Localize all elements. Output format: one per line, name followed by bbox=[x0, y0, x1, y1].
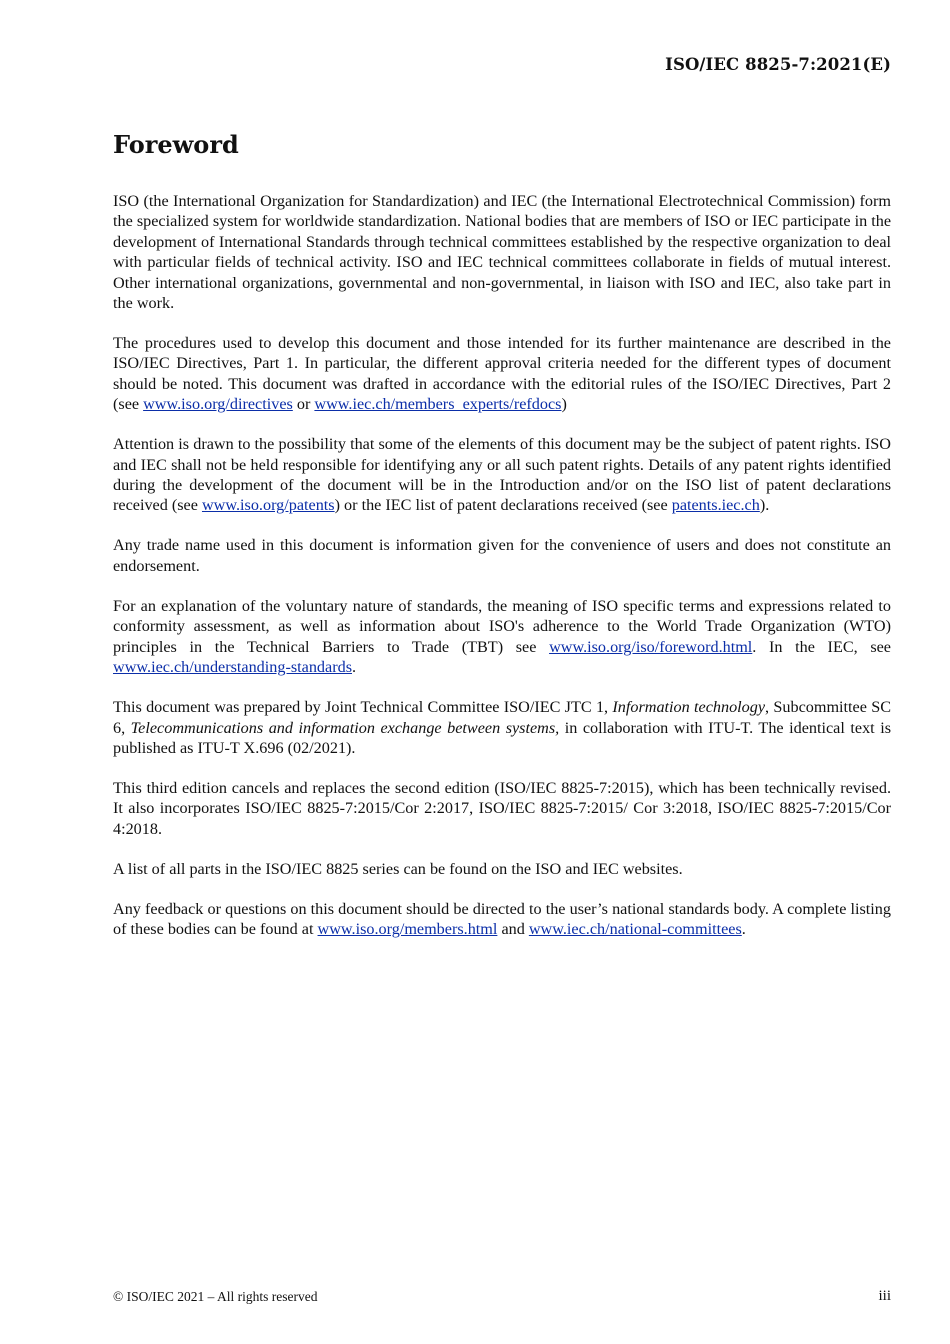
page-title: Foreword bbox=[113, 130, 239, 159]
footer-page-number: iii bbox=[878, 1288, 891, 1304]
paragraph-text: Any feedback or questions on this document should be directed to the user’s national standards body. A complete listing of these bodies can be found at bbox=[113, 899, 891, 939]
paragraph-text: ) or the IEC list of patent declarations received (see bbox=[334, 496, 672, 515]
paragraph-text: . bbox=[352, 658, 357, 677]
paragraph-text: in collaboration with ITU-T. The identical text is published as ITU-T X.696 (02/2021). bbox=[113, 718, 891, 757]
link-iso-members[interactable]: www.iso.org/members.html bbox=[317, 920, 498, 939]
paragraph-feedback bbox=[113, 899, 891, 940]
paragraph-voluntary-nature bbox=[113, 596, 891, 678]
paragraph-text: . In the IEC, see bbox=[752, 637, 891, 656]
committee-name: Information technology bbox=[612, 698, 766, 717]
paragraph-series-list bbox=[113, 859, 891, 879]
link-iso-foreword[interactable]: www.iso.org/iso/foreword.html bbox=[549, 637, 753, 656]
foreword-body bbox=[113, 191, 891, 959]
paragraph-iso-iec-intro bbox=[113, 191, 891, 313]
paragraph-prepared-by bbox=[113, 697, 891, 758]
paragraph-text: Attention is drawn to the possibility that some of the elements of this document may be the subject of patent rights. ISO and IEC shall not be held responsible for identifying any or all such patent rights. Details of any patent rights identified during the development of the document will be in the Introduction and/or on the ISO list of patent declarations received (see bbox=[113, 435, 891, 515]
subcommittee-name: Telecommunications and information exchange between systems, bbox=[130, 718, 560, 737]
link-iec-patents[interactable]: patents.iec.ch bbox=[671, 496, 760, 515]
paragraph-edition bbox=[113, 778, 891, 839]
paragraph-text: ISO (the International Organization for Standardization) and IEC (the International Electrotechnical Commission) form the specialized system for worldwide standardization. National bodies that are members of ISO or IEC participate in the development of International Standards through technical committees established by the respective organization to deal with particular fields of technical activity. ISO and IEC technical committees collaborate in fields of mutual interest. Other international organizations, governmental and non-governmental, in liaison with ISO and IEC, also take part in the work. bbox=[113, 192, 891, 313]
link-iec-national-committees[interactable]: www.iec.ch/national-committees bbox=[528, 920, 742, 939]
paragraph-trade-name bbox=[113, 535, 891, 576]
paragraph-text: and bbox=[497, 920, 529, 939]
paragraph-text: This third edition cancels and replaces the second edition (ISO/IEC 8825-7:2015), which has been technically revised. It also incorporates ISO/IEC 8825-7:2015/Cor 2:2017, ISO/IEC 8825-7:2015/ Cor 3:2018, ISO/IEC 8825-7:2015/Cor 4:2018. bbox=[113, 778, 891, 838]
paragraph-text: For an explanation of the voluntary nature of standards, the meaning of ISO specific terms and expressions related to conformity assessment, as well as information about ISO's adherence to the World Trade Organization (WTO) principles in the Technical Barriers to Trade (TBT) see bbox=[113, 596, 891, 656]
link-iec-understanding-standards[interactable]: www.iec.ch/understanding-standards bbox=[113, 658, 352, 677]
paragraph-text: A list of all parts in the ISO/IEC 8825 series can be found on the ISO and IEC websites. bbox=[113, 859, 683, 878]
link-iso-patents[interactable]: www.iso.org/patents bbox=[201, 496, 335, 515]
link-iso-directives[interactable]: www.iso.org/directives bbox=[143, 395, 293, 414]
document-identifier: ISO/IEC 8825-7:2021(E) bbox=[665, 55, 891, 74]
paragraph-text: or bbox=[292, 395, 315, 414]
paragraph-patent-rights bbox=[113, 434, 891, 516]
paragraph-text: ). bbox=[759, 496, 770, 515]
link-iec-refdocs[interactable]: www.iec.ch/members_experts/refdocs bbox=[314, 395, 562, 414]
paragraph-text: The procedures used to develop this document and those intended for its further maintenance are described in the ISO/IEC Directives, Part 1. In particular, the different approval criteria needed for the different types of document should be noted. This document was drafted in accordance with the editorial rules of the ISO/IEC Directives, Part 2 (see bbox=[113, 334, 891, 414]
paragraph-procedures bbox=[113, 333, 891, 415]
paragraph-text: Any trade name used in this document is information given for the convenience of users and does not constitute an endorsement. bbox=[113, 536, 891, 575]
paragraph-text: , Subcommittee SC 6, bbox=[113, 698, 891, 737]
footer-copyright: © ISO/IEC 2021 – All rights reserved bbox=[113, 1289, 318, 1304]
paragraph-text: . bbox=[741, 920, 746, 939]
paragraph-text: ) bbox=[561, 395, 567, 414]
paragraph-text: This document was prepared by Joint Technical Committee ISO/IEC JTC 1, bbox=[113, 698, 613, 717]
